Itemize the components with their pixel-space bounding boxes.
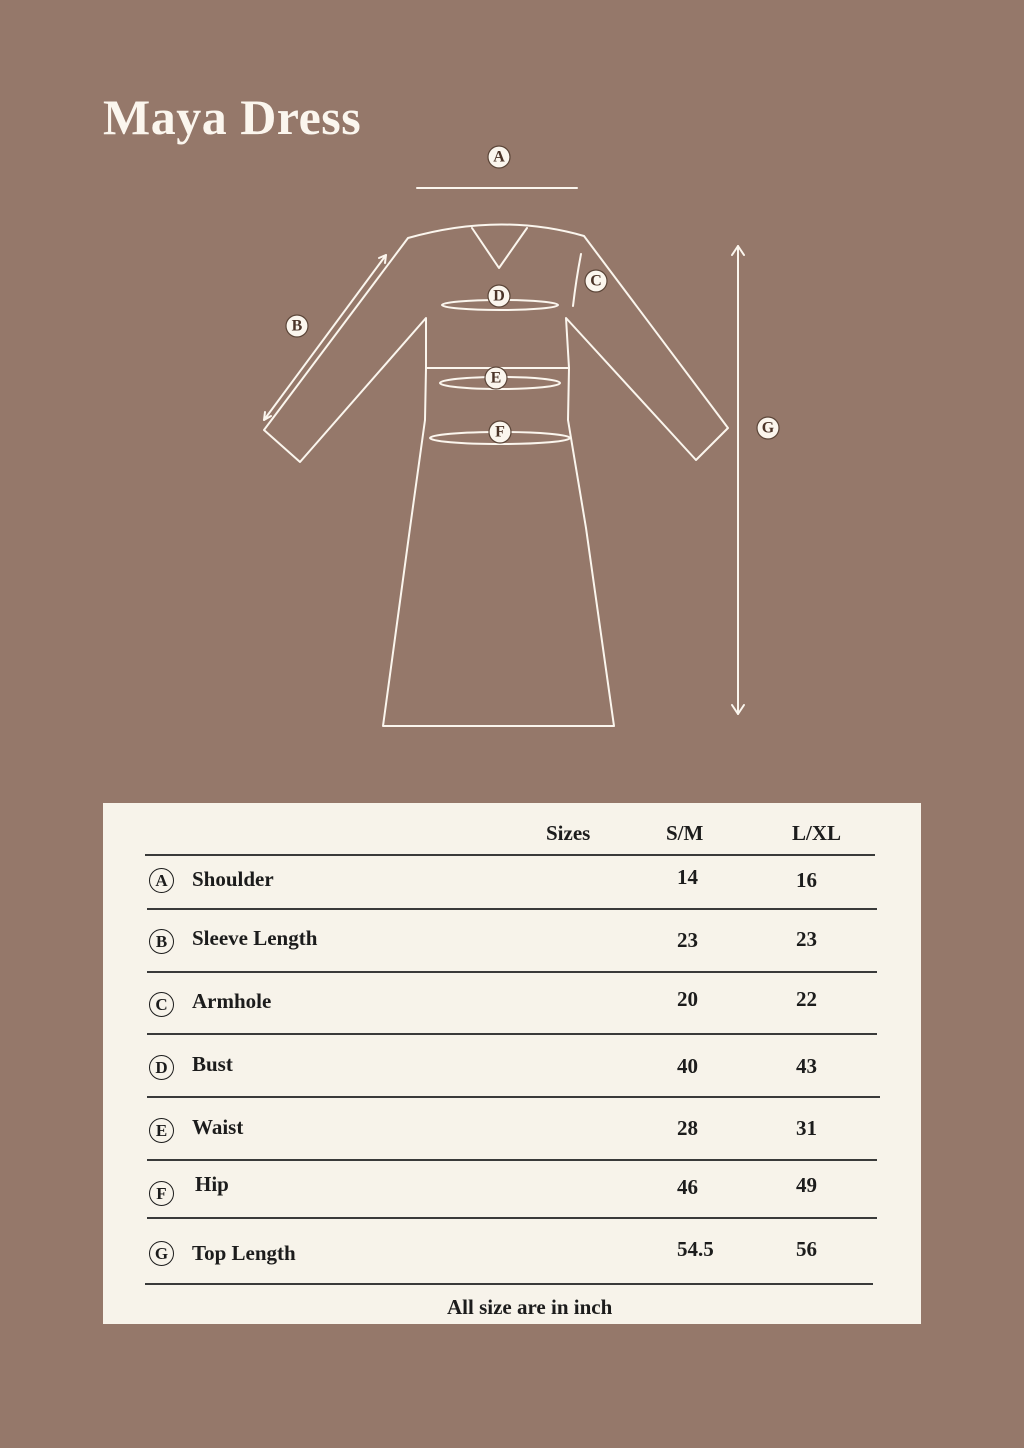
row-lxl-value: 49 xyxy=(796,1173,817,1197)
units-footnote: All size are in inch xyxy=(447,1295,613,1319)
svg-text:D: D xyxy=(493,287,505,305)
row-sm-value: 40 xyxy=(677,1054,698,1078)
row-key-icon: F xyxy=(149,1181,174,1206)
svg-text:A: A xyxy=(493,148,505,166)
label-a-icon xyxy=(488,146,510,168)
label-f-icon xyxy=(489,421,511,443)
row-key-icon: C xyxy=(149,992,174,1017)
row-lxl-value: 56 xyxy=(796,1237,817,1261)
row-label: Top Length xyxy=(192,1241,296,1265)
divider xyxy=(145,1283,873,1285)
row-sm-value: 20 xyxy=(677,987,698,1011)
label-e-icon xyxy=(485,367,507,389)
divider xyxy=(147,1096,880,1098)
divider xyxy=(147,1159,877,1161)
row-lxl-value: 43 xyxy=(796,1054,817,1078)
svg-text:E: E xyxy=(490,369,502,387)
label-c-icon xyxy=(585,270,607,292)
divider xyxy=(147,971,877,973)
label-g-icon xyxy=(757,417,779,439)
row-lxl-value: 22 xyxy=(796,987,817,1011)
header-sizes: Sizes xyxy=(546,821,591,845)
row-label: Bust xyxy=(192,1052,233,1076)
svg-text:F: F xyxy=(495,423,505,441)
row-lxl-value: 16 xyxy=(796,868,817,892)
row-label: Waist xyxy=(192,1115,244,1139)
divider xyxy=(147,1033,877,1035)
row-sm-value: 14 xyxy=(677,865,698,889)
row-key-icon: D xyxy=(149,1055,174,1080)
row-label: Hip xyxy=(195,1172,229,1196)
row-key-icon: A xyxy=(149,868,174,893)
row-lxl-value: 23 xyxy=(796,927,817,951)
row-label: Sleeve Length xyxy=(192,926,318,950)
label-b-icon xyxy=(286,315,308,337)
divider xyxy=(147,1217,877,1219)
row-sm-value: 23 xyxy=(677,928,698,952)
row-label: Shoulder xyxy=(192,867,274,891)
size-chart-table xyxy=(103,803,921,1324)
header-sm: S/M xyxy=(666,821,704,845)
row-sm-value: 28 xyxy=(677,1116,698,1140)
row-key-icon: G xyxy=(149,1241,174,1266)
page-title: Maya Dress xyxy=(103,89,362,145)
svg-text:C: C xyxy=(590,272,602,290)
row-lxl-value: 31 xyxy=(796,1116,817,1140)
svg-text:B: B xyxy=(291,317,303,335)
divider xyxy=(147,908,877,910)
svg-text:G: G xyxy=(761,419,775,437)
header-lxl: L/XL xyxy=(792,821,842,845)
divider xyxy=(145,854,875,856)
row-key-icon: B xyxy=(149,929,174,954)
row-key-icon: E xyxy=(149,1118,174,1143)
row-label: Armhole xyxy=(192,989,272,1013)
row-sm-value: 54.5 xyxy=(677,1237,714,1261)
row-sm-value: 46 xyxy=(677,1175,698,1199)
label-d-icon xyxy=(488,285,510,307)
